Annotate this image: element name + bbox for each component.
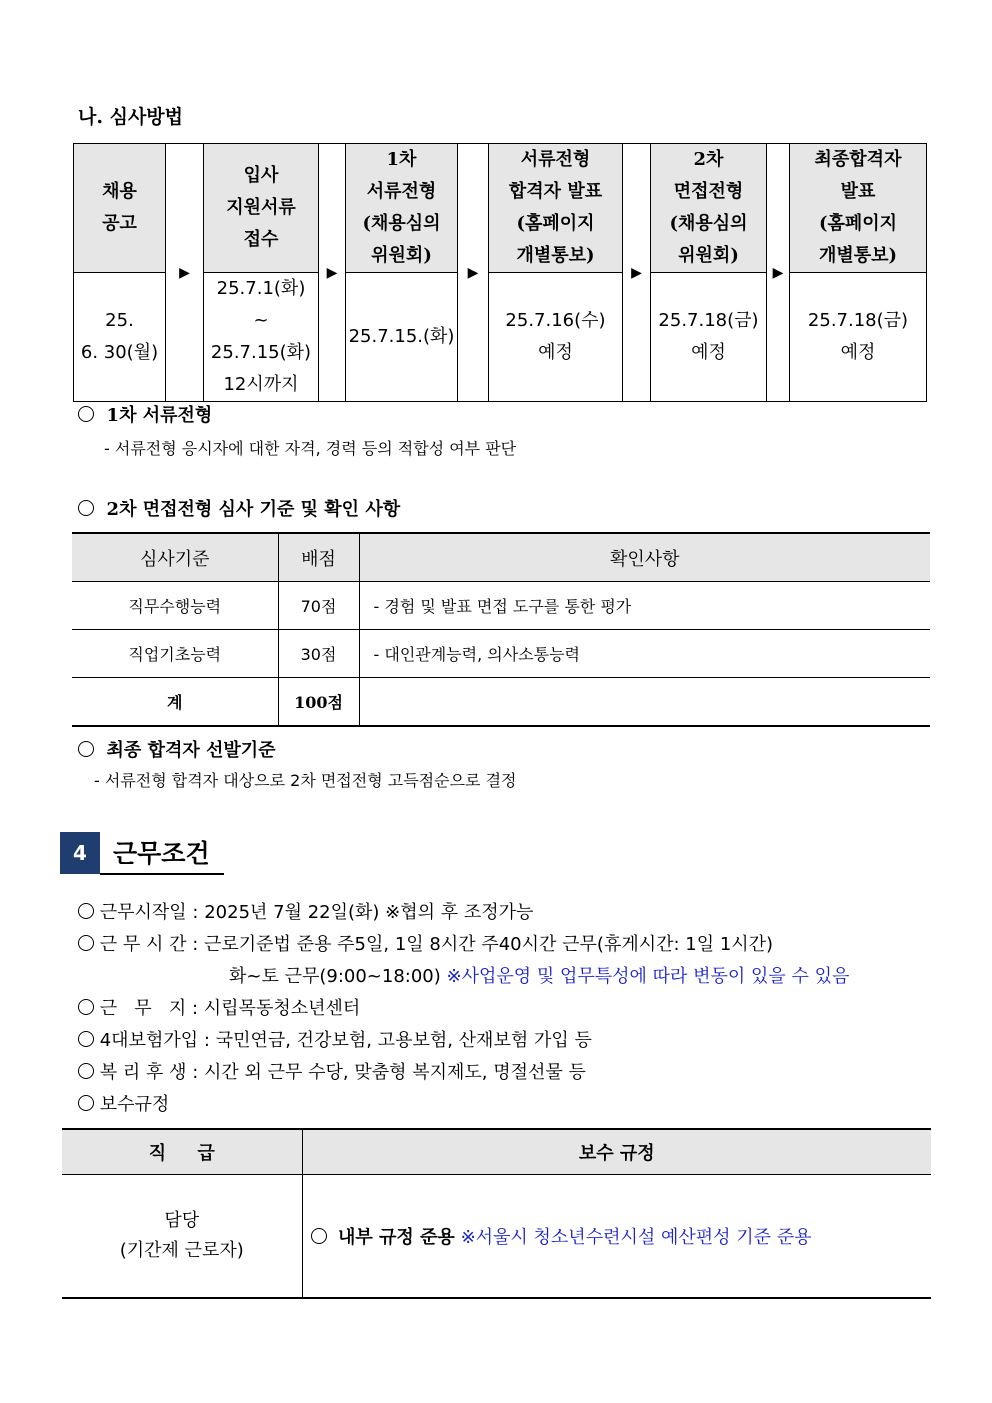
circle-bullet-icon [78,935,94,951]
note-cell: - 대인관계능력, 의사소통능력 [359,630,930,678]
step-header-4: 서류전형 합격자 발표 (홈페이지 개별통보) [489,144,623,273]
header-rank: 직 급 [62,1129,302,1175]
header-check: 확인사항 [359,533,930,582]
circle-bullet-icon [78,903,94,919]
pay-rule-title: 보수규정 [78,1090,169,1116]
step-date-3: 25.7.15.(화) [346,273,458,402]
first-round-desc: - 서류전형 응시자에 대한 자격, 경력 등의 적합성 여부 판단 [104,439,517,458]
subheading: 나. 심사방법 [78,106,183,128]
work-hours-line2: 화~토 근무(9:00~18:00) ※사업운영 및 업무특성에 따라 변동이 있을 수 있음 [229,966,850,987]
circle-bullet-icon [78,1063,94,1079]
circle-bullet-icon [78,999,94,1015]
step-header-6: 최종합격자 발표 (홈페이지 개별통보) [790,144,927,273]
final-title: 최종 합격자 선발기준 [78,736,276,762]
step-header-2: 입사 지원서류 접수 [204,144,319,273]
arrow-4: ▶ [623,144,651,402]
final-desc: - 서류전형 합격자 대상으로 2차 면접전형 고득점순으로 결정 [94,771,517,790]
table-row [62,1175,931,1299]
arrow-5: ▶ [767,144,790,402]
interview-criteria-table [72,532,930,727]
step-date-2: 25.7.1(화) ~ 25.7.15(화) 12시까지 [204,273,319,402]
total-note [359,678,930,727]
note-cell: - 경험 및 발표 면접 도구를 통한 평가 [359,582,930,630]
step-header-3: 1차 서류전형 (채용심의 위원회) [346,144,458,273]
circle-bullet-icon [311,1228,327,1244]
circle-bullet-icon [78,406,94,422]
work-start: 근무시작일 : 2025년 7월 22일(화) ※협의 후 조정가능 [78,898,533,924]
insurance: 4대보험가입 : 국민연금, 건강보험, 고용보험, 산재보험 가입 등 [78,1026,592,1052]
criterion-cell: 직무수행능력 [72,582,278,630]
circle-bullet-icon [78,1095,94,1111]
section-title: 근무조건 [113,839,210,868]
work-hours: 근 무 시 간 : 근로기준법 준용 주5일, 1일 8시간 주40시간 근무(휴게시간: 1일 1시간) [78,930,773,956]
criterion-cell: 직업기초능력 [72,630,278,678]
step-header-5: 2차 면접전형 (채용심의 위원회) [651,144,767,273]
section-number: 4 [60,832,100,874]
arrow-1: ▶ [166,144,204,402]
header-criterion: 심사기준 [72,533,278,582]
total-label: 계 [72,678,278,727]
header-pay-rule: 보수 규정 [302,1129,931,1175]
rank-cell: 담당 (기간제 근로자) [62,1175,302,1299]
total-row [72,678,930,727]
step-date-6: 25.7.18(금) 예정 [790,273,927,402]
circle-bullet-icon [78,1031,94,1047]
work-place: 근 무 지 : 시립목동청소년센터 [78,994,360,1020]
arrow-3: ▶ [458,144,489,402]
arrow-2: ▶ [319,144,346,402]
table-row [72,582,930,630]
step-date-5: 25.7.18(금) 예정 [651,273,767,402]
section-underline [100,873,224,875]
table-row [72,630,930,678]
step-date-4: 25.7.16(수) 예정 [489,273,623,402]
hours-note: ※사업운영 및 업무특성에 따라 변동이 있을 수 있음 [446,966,850,987]
welfare: 복 리 후 생 : 시간 외 근무 수당, 맞춤형 복지제도, 명절선물 등 [78,1058,586,1084]
score-cell: 70점 [278,582,359,630]
rule-cell: 내부 규정 준용 ※서울시 청소년수련시설 예산편성 기준 준용 [302,1175,931,1299]
pay-table [62,1128,931,1299]
header-score: 배점 [278,533,359,582]
step-header-1: 채용 공고 [74,144,166,273]
rule-note: ※서울시 청소년수련시설 예산편성 기준 준용 [460,1227,812,1248]
second-round-title: 2차 면접전형 심사 기준 및 확인 사항 [78,495,400,521]
score-cell: 30점 [278,630,359,678]
step-date-1: 25. 6. 30(월) [74,273,166,402]
total-score: 100점 [278,678,359,727]
first-round-title: 1차 서류전형 [78,401,212,427]
process-flow-table [73,143,927,402]
circle-bullet-icon [78,741,94,757]
circle-bullet-icon [78,500,94,516]
